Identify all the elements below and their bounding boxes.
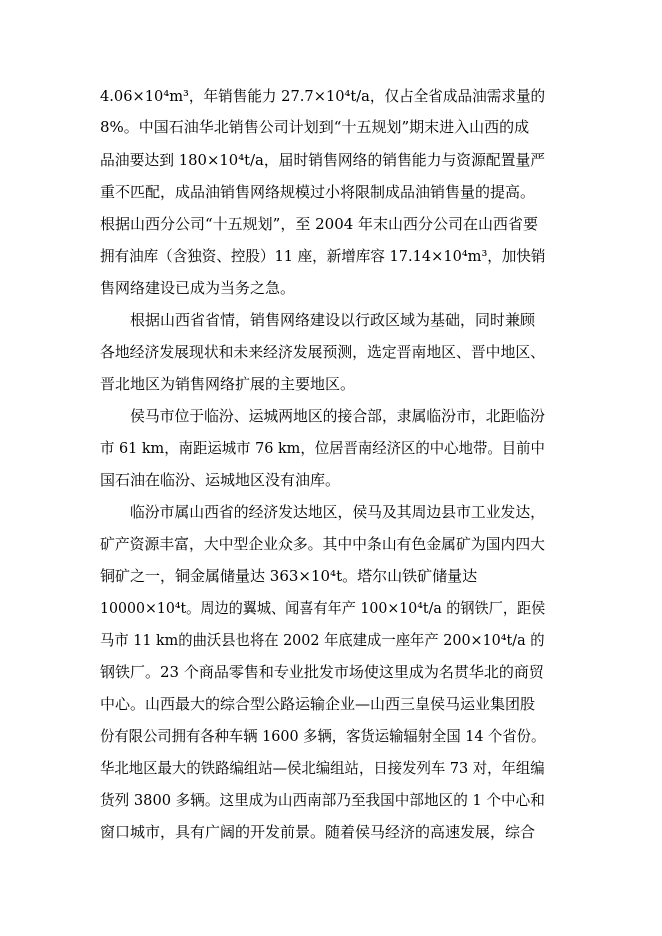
text-line: 根据山西分公司“十五规划”，至 2004 年末山西分公司在山西省要: [100, 215, 539, 233]
text-line: 品油要达到 180×10⁴t/a，届时销售网络的销售能力与资源配置量严: [100, 151, 546, 169]
paragraph-start-line: 侯马市位于临汾、运城两地区的接合部，隶属临汾市，北距临汾: [130, 407, 546, 425]
text-line: 国石油在临汾、运城地区没有油库。: [100, 471, 341, 489]
text-line: 份有限公司拥有各种车辆 1600 多辆，客货运输辐射全国 14 个省份。: [100, 727, 546, 745]
text-line: 各地经济发展现状和未来经济发展预测，选定晋南地区、晋中地区、: [100, 343, 546, 361]
text-line: 中心。山西最大的综合型公路运输企业—山西三皇侯马运业集团股: [100, 695, 536, 713]
text-line: 货列 3800 多辆。这里成为山西南部乃至我国中部地区的 1 个中心和: [100, 791, 545, 809]
text-line: 马市 11 km的曲沃县也将在 2002 年底建成一座年产 200×10⁴t/a 的: [100, 631, 545, 649]
text-line: 铜矿之一，铜金属储量达 363×10⁴t。塔尔山铁矿储量达: [100, 567, 478, 585]
text-line: 窗口城市，具有广阔的开发前景。随着侯马经济的高速发展，综合: [100, 823, 536, 841]
text-line: 售网络建设已成为当务之急。: [100, 279, 296, 297]
text-line: 拥有油库（含独资、控股）11 座，新增库容 17.14×10⁴m³，加快销: [100, 247, 546, 265]
text-line: 华北地区最大的铁路编组站—侯北编组站，日接发列车 73 对，年组编: [100, 759, 545, 777]
text-line: 重不匹配，成品油销售网络规模过小将限制成品油销售量的提高。: [100, 183, 536, 201]
text-line: 市 61 km，南距运城市 76 km，位居晋南经济区的中心地带。目前中: [100, 439, 545, 457]
text-line: 矿产资源丰富，大中型企业众多。其中中条山有色金属矿为国内四大: [100, 535, 546, 553]
text-line: 晋北地区为销售网络扩展的主要地区。: [100, 375, 356, 393]
text-line: 4.06×10⁴m³，年销售能力 27.7×10⁴t/a，仅占全省成品油需求量的: [100, 87, 546, 105]
paragraph-start-line: 根据山西省省情，销售网络建设以行政区域为基础，同时兼顾: [130, 311, 536, 329]
text-line: 8%。中国石油华北销售公司计划到“十五规划”期末进入山西的成: [100, 118, 530, 136]
text-line: 10000×10⁴t。周边的翼城、闻喜有年产 100×10⁴t/a 的钢铁厂，距侯: [100, 599, 546, 617]
text-line: 钢铁厂。23 个商品零售和专业批发市场使这里成为名贯华北的商贸: [100, 663, 544, 681]
paragraph-start-line: 临汾市属山西省的经济发达地区，侯马及其周边县市工业发达，: [130, 503, 546, 521]
